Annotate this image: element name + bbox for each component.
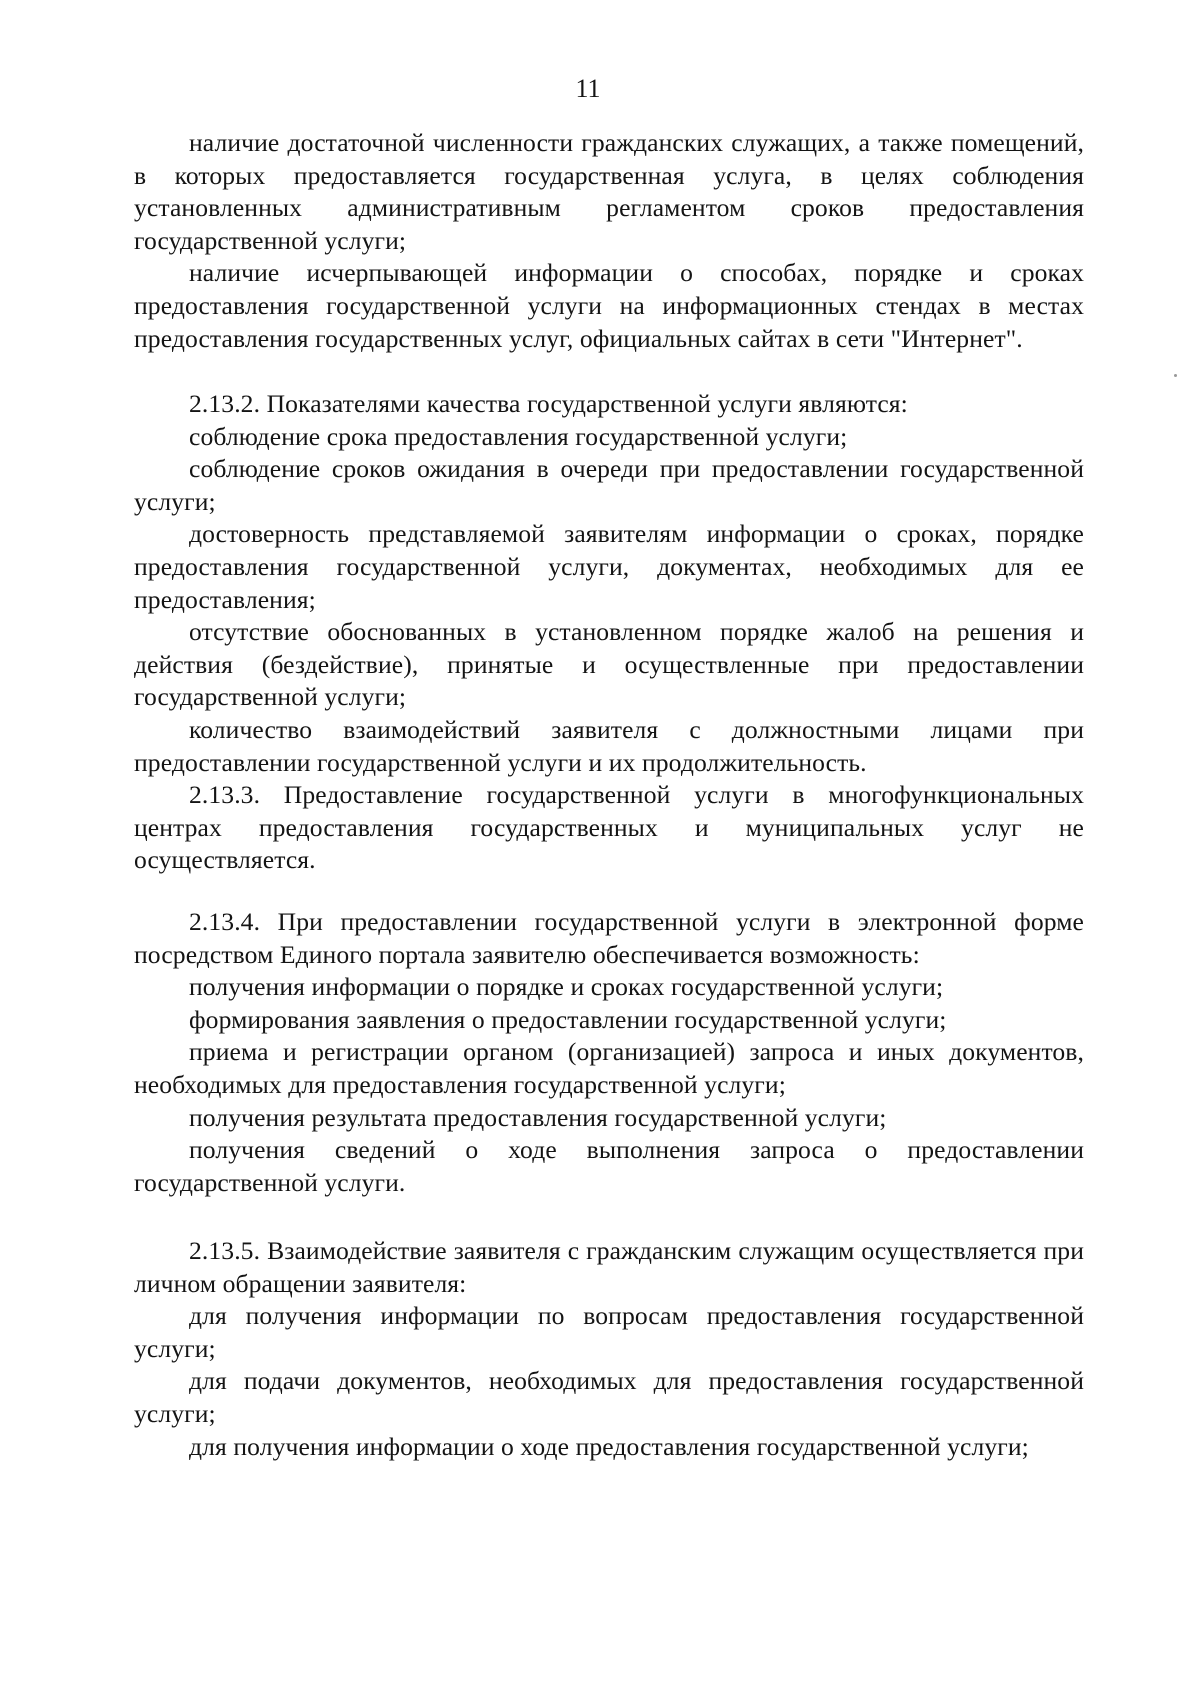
scan-speck: [1174, 374, 1177, 377]
paragraph: 2.13.5. Взаимодействие заявителя с гражданским служащим осуществляется при личном обращении заявителя:: [134, 1236, 1084, 1298]
paragraph: соблюдение сроков ожидания в очереди при предоставлении государственной услуги;: [134, 454, 1084, 516]
paragraph: соблюдение срока предоставления государственной услуги;: [189, 421, 848, 451]
paragraph: наличие достаточной численности гражданских служащих, а также помещений, в которых предоставляется государственная услуга, в целях соблюдения установленных административным регламентом сроков предоставления государственной услуги;: [134, 128, 1084, 255]
paragraph: достоверность представляемой заявителям информации о сроках, порядке предоставления государственной услуги, документах, необходимых для ее предоставления;: [134, 519, 1084, 614]
section-2-13-4: [134, 906, 1084, 1199]
paragraph: 2.13.2. Показателями качества государственной услуги являются:: [189, 389, 908, 418]
section-quality-availability: [134, 127, 1084, 355]
paragraph: формирования заявления о предоставлении государственной услуги;: [189, 1004, 947, 1034]
paragraph: количество взаимодействий заявителя с должностными лицами при предоставлении государственной услуги и их продолжительность.: [134, 714, 1084, 777]
paragraph: приема и регистрации органом (организацией) запроса и иных документов, необходимых для предоставления государственной услуги;: [134, 1037, 1084, 1099]
paragraph: получения информации о порядке и сроках государственной услуги;: [189, 972, 944, 1002]
paragraph: для получения информации по вопросам предоставления государственной услуги;: [134, 1301, 1084, 1363]
paragraph: получения результата предоставления государственной услуги;: [189, 1102, 887, 1132]
paragraph: отсутствие обоснованных в установленном порядке жалоб на решения и действия (бездействие), принятые и осуществленные при предоставлении государственной услуги;: [134, 617, 1084, 712]
page-number: 11: [575, 74, 601, 103]
paragraph: наличие исчерпывающей информации о способах, порядке и сроках предоставления государственной услуги на информационных стендах в местах предоставления государственных услуг, официальных сайтах в сети "Интернет".: [134, 258, 1084, 353]
paragraph: для подачи документов, необходимых для предоставления государственной услуги;: [134, 1366, 1084, 1428]
section-2-13-3: [134, 779, 1084, 877]
paragraph: для получения информации о ходе предоставления государственной услуги;: [189, 1431, 1029, 1461]
section-2-13-2: [134, 388, 1084, 779]
paragraph: 2.13.4. При предоставлении государственной услуги в электронной форме посредством Единого портала заявителю обеспечивается возможность:: [134, 907, 1084, 969]
paragraph: 2.13.3. Предоставление государственной услуги в многофункциональных центрах предоставления государственных и муниципальных услуг не осуществляется.: [134, 780, 1084, 875]
section-2-13-5: [134, 1235, 1084, 1463]
paragraph: получения сведений о ходе выполнения запроса о предоставлении государственной услуги.: [134, 1135, 1084, 1197]
